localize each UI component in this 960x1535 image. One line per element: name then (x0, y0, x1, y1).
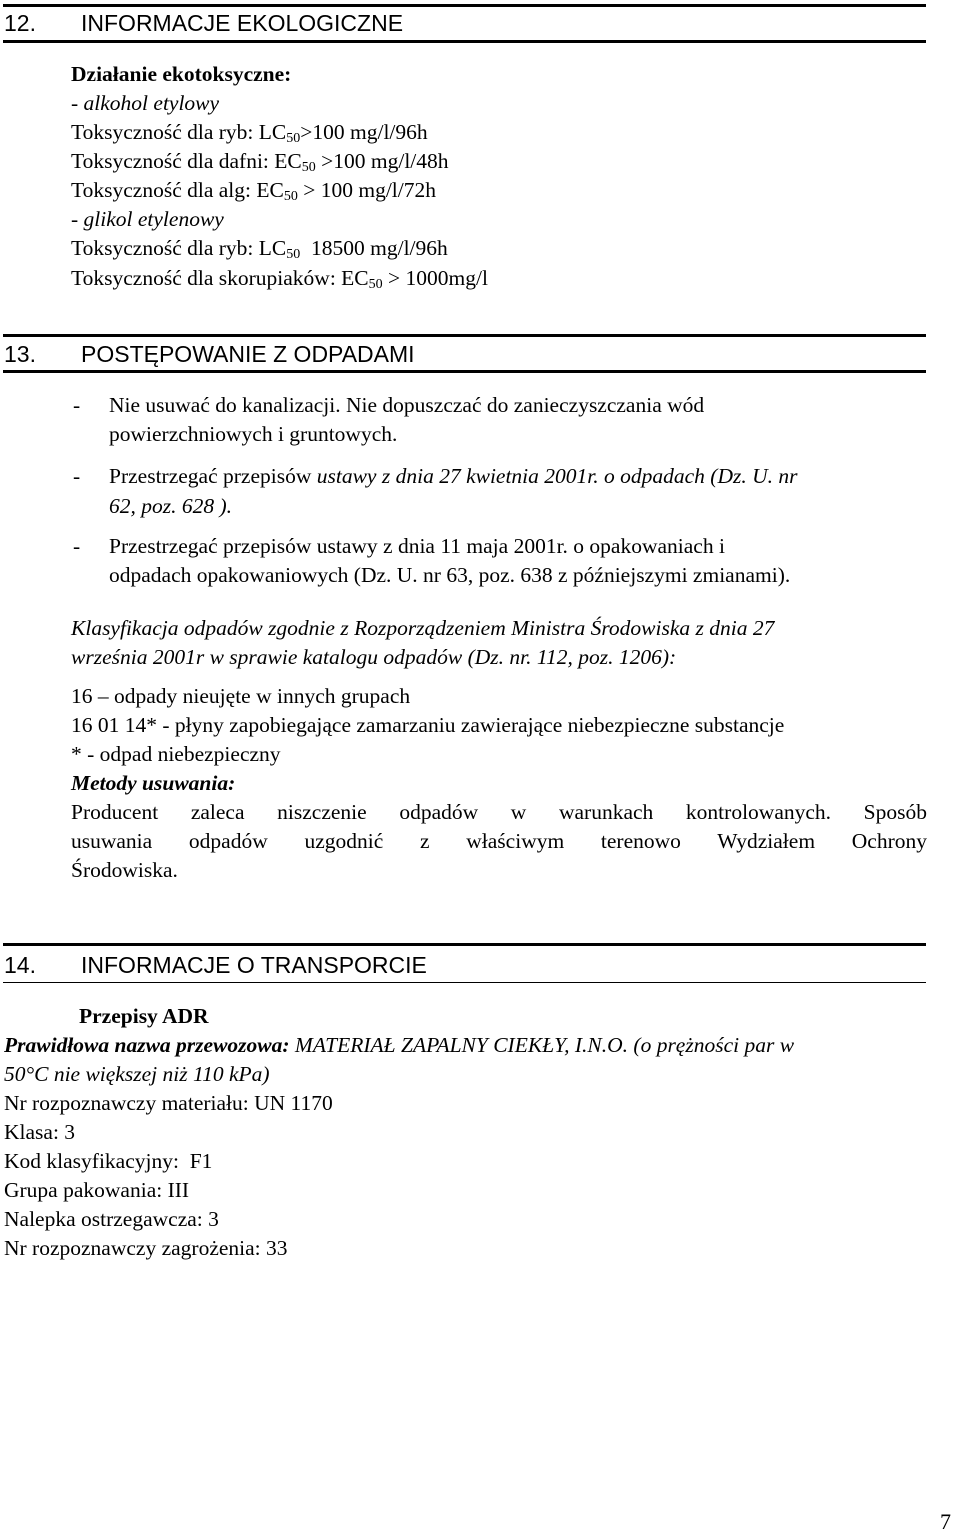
section-12-heading (4, 10, 604, 40)
substance-glycol: - glikol etylenowy (71, 207, 224, 231)
classification-line-2: września 2001r w sprawie katalogu odpadów (Dz. nr. 112, poz. 1206): (71, 645, 677, 669)
section-14-heading (4, 952, 604, 982)
tox-line-2: Toksyczność dla dafni: $EC_{50} >100$ mg/l/48h (71, 149, 449, 175)
methods-line-3: Środowiska. (71, 858, 178, 882)
tox-line-1: Toksyczność dla ryb: $LC_{50}>100$ mg/l/96h (71, 120, 428, 146)
classification-code: Kod klasyfikacyjny: F1 (4, 1149, 213, 1173)
substance-ethanol: - alkohol etylowy (71, 91, 220, 115)
section-14-top-rule (3, 943, 926, 946)
methods-line-1: Producent zaleca niszczenie odpadów w warunkach kontrolowanych. Sposób (71, 800, 927, 824)
adr-heading: Przepisy ADR (79, 1004, 209, 1028)
section-12-number: 12. (4, 10, 36, 36)
shipping-name-cont: 50°C nie większej niż 110 kPa) (4, 1062, 270, 1086)
section-13-title: POSTĘPOWANIE Z ODPADAMI (81, 341, 415, 367)
section-14-number: 14. (4, 952, 36, 978)
section-14-title: INFORMACJE O TRANSPORCIE (81, 952, 427, 978)
methods-heading: Metody usuwania: (71, 771, 236, 795)
section-12-bottom-rule (3, 40, 926, 43)
classification-line-1: Klasyfikacja odpadów zgodnie z Rozporządzeniem Ministra Środowiska z dnia 27 (71, 616, 775, 640)
section-13-top-rule (3, 334, 926, 337)
packing-group: Grupa pakowania: III (4, 1178, 190, 1202)
hazard-id-number: Nr rozpoznawczy zagrożenia: 33 (4, 1236, 288, 1260)
tox-line-3: Toksyczność dla alg: $EC_{50} > 100$ mg/l/72h (71, 178, 437, 204)
ecotoxic-heading: Działanie ekotoksyczne: (71, 62, 292, 86)
shipping-name: Prawidłowa nazwa przewozowa: MATERIAŁ ZAPALNY CIEKŁY, I.N.O. (o prężności par w (4, 1033, 795, 1057)
section-12-top-rule (3, 4, 926, 7)
hazard-class: Klasa: 3 (4, 1120, 76, 1144)
section-13-bottom-rule (3, 370, 926, 373)
methods-line-2: usuwania odpadów uzgodnić z właściwym terenowo Wydziałem Ochrony (71, 829, 927, 853)
waste-code-2: 16 01 14* - płyny zapobiegające zamarzaniu zawierające niebezpieczne substancje (71, 713, 785, 737)
waste-code-3: * - odpad niebezpieczny (71, 742, 281, 766)
waste-code-1: 16 – odpady nieujęte w innych grupach (71, 684, 411, 708)
section-12-title: INFORMACJE EKOLOGICZNE (81, 10, 404, 36)
tox-line-4: Toksyczność dla ryb: $LC_{50}$ 18500 mg/l/96h (71, 236, 448, 262)
section-14-bottom-rule (3, 982, 926, 983)
tox-line-5: Toksyczność dla skorupiaków: $EC_{50} > 1000mg/l$ (71, 266, 488, 292)
warning-label: Nalepka ostrzegawcza: 3 (4, 1207, 219, 1231)
section-13-number: 13. (4, 341, 36, 367)
section-13-heading (4, 341, 604, 371)
page-number: 7 (940, 1509, 951, 1534)
un-number: Nr rozpoznawczy materiału: UN 1170 (4, 1091, 333, 1115)
